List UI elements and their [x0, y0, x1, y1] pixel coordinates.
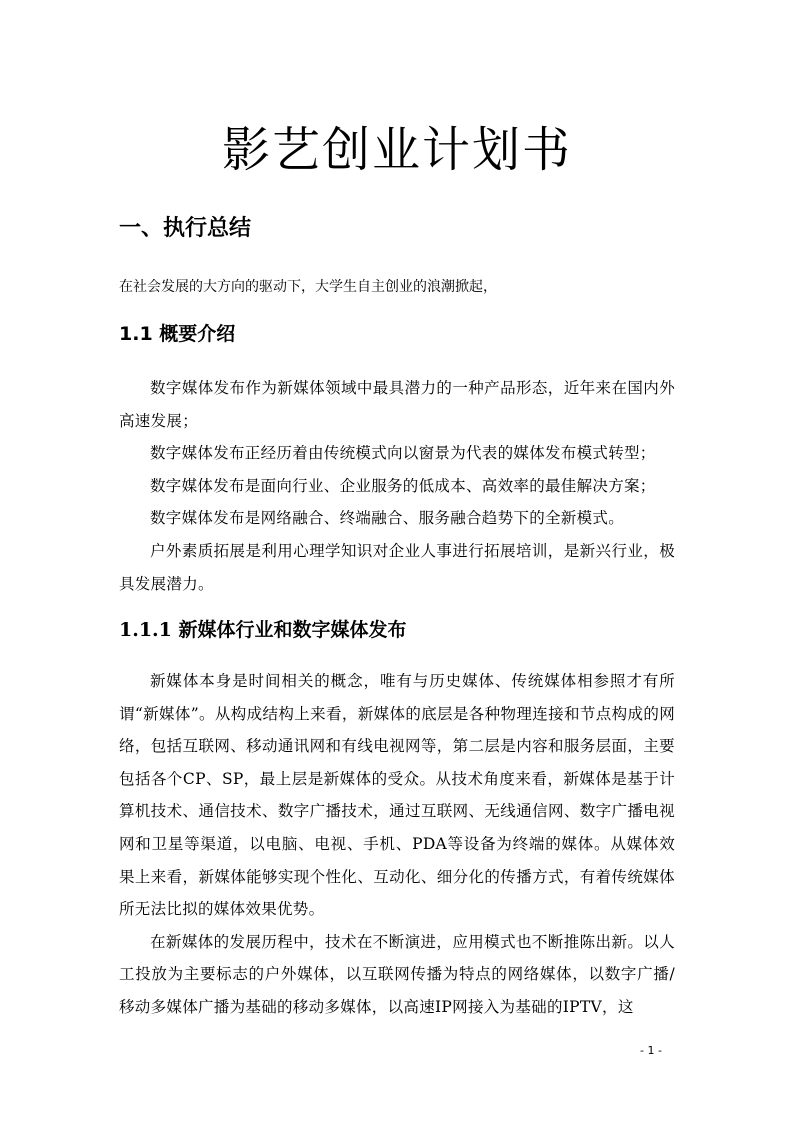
paragraph: 数字媒体发布是网络融合、终端融合、服务融合趋势下的全新模式。 — [150, 509, 625, 528]
paragraph: 数字媒体发布作为新媒体领域中最具潜力的一种产品形态，近年来在国内外高速发展； — [119, 379, 675, 430]
section-heading-executive-summary: 一、执行总结 — [119, 215, 252, 241]
paragraph: 户外素质拓展是利用心理学知识对企业人事进行拓展培训，是新兴行业，极具发展潜力。 — [119, 541, 675, 593]
intro-paragraph: 在社会发展的大方向的驱动下，大学生自主创业的浪潮掀起， — [119, 279, 497, 295]
page-number: - 1 - — [640, 1044, 662, 1057]
section-heading-overview: 1.1 概要介绍 — [119, 323, 236, 345]
overview-paragraphs — [119, 372, 675, 600]
paragraph: 在新媒体的发展历程中，技术在不断演进，应用模式也不断推陈出新。以人工投放为主要标志的户外媒体，以互联网传播为特点的网络媒体，以数字广播/移动多媒体广播为基础的移动多媒体，以高速IP网接入为基础的IPTV，这 — [119, 932, 675, 1016]
paragraph: 数字媒体发布正经历着由传统模式向以窗景为代表的媒体发布模式转型； — [150, 444, 656, 463]
paragraph: 数字媒体发布是面向行业、企业服务的低成本、高效率的最佳解决方案； — [150, 476, 656, 495]
new-media-paragraphs — [119, 665, 675, 1024]
paragraph: 新媒体本身是时间相关的概念，唯有与历史媒体、传统媒体相参照才有所谓“新媒体”。从构成结构上来看，新媒体的底层是各种物理连接和节点构成的网络，包括互联网、移动通讯网和有线电视网等，第二层是内容和服务层面，主要包括各个CP、SP，最上层是新媒体的受众。从技术角度来看，新媒体是基于计算机技术、通信技术、数字广播技术，通过互联网、无线通信网、数字广播电视网和卫星等渠道，以电脑、电视、手机、PDA等设备为终端的媒体。从媒体效果上来看，新媒体能够实现个性化、互动化、细分化的传播方式，有着传统媒体所无法比拟的媒体效果优势。 — [119, 672, 675, 919]
section-heading-new-media: 1.1.1 新媒体行业和数字媒体发布 — [119, 619, 407, 641]
document-title: 影艺创业计划书 — [221, 122, 572, 178]
